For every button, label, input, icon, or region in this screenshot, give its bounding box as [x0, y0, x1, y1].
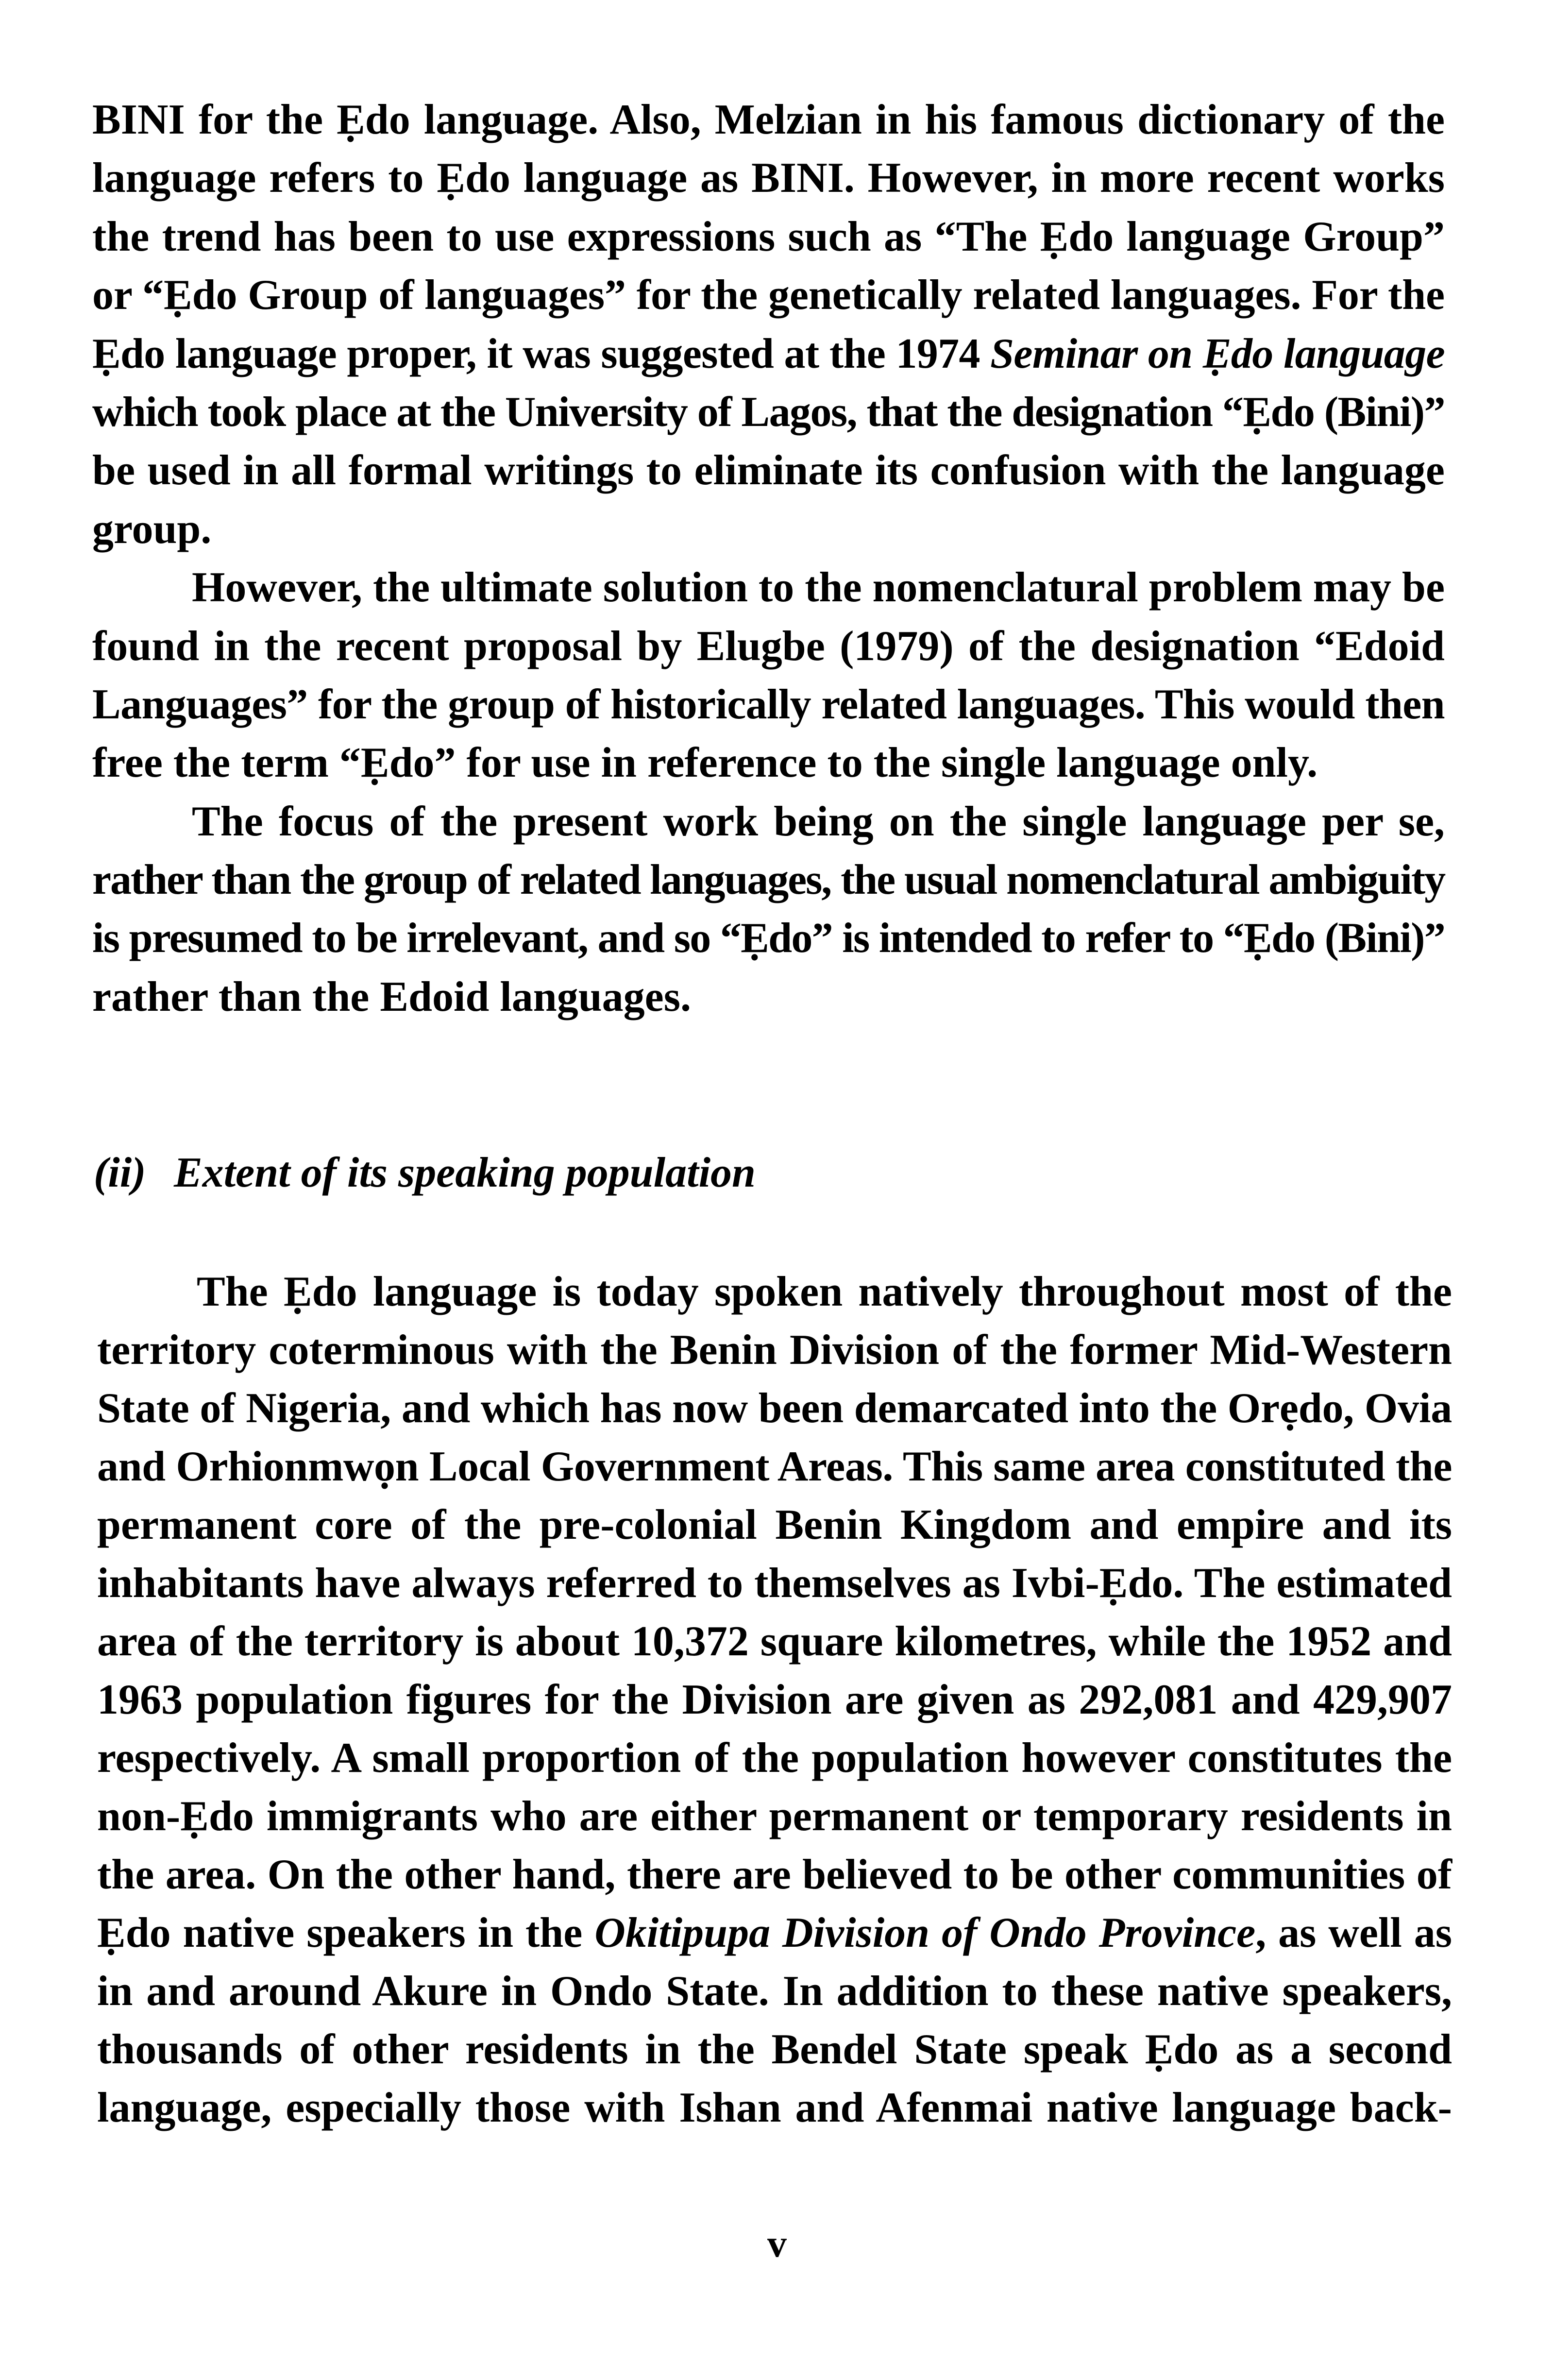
italic-text: Okitipupa Division of Ondo Province: [594, 1909, 1256, 1956]
text-segment: found in the recent proposal by Elugbe (1979) of the designation “Edoid: [92, 622, 1445, 670]
text-segment: language, especially those with Ishan and Afenmai native language back-: [97, 2084, 1452, 2131]
text-line: [97, 1321, 1452, 1379]
text-line: [92, 266, 1445, 324]
text-line: [97, 1962, 1452, 2021]
text-segment: rather than the Edoid languages.: [92, 973, 691, 1020]
text-segment: the trend has been to use expressions such as “The Ẹdo language Group”: [92, 213, 1445, 260]
text-line: [97, 1904, 1452, 1962]
text-line: [92, 909, 1445, 968]
text-segment: , as well as: [1255, 1909, 1453, 1956]
text-segment: and Orhionmwọn Local Government Areas. This same area constituted the: [97, 1443, 1452, 1490]
text-segment: free the term “Ẹdo” for use in reference to the single language only.: [92, 739, 1318, 787]
text-segment: thousands of other residents in the Bendel State speak Ẹdo as a second: [97, 2026, 1452, 2073]
text-line: [92, 851, 1445, 909]
section-heading: [94, 1144, 756, 1202]
text-segment: language refers to Ẹdo language as BINI. However, in more recent works: [92, 154, 1445, 202]
text-segment: permanent core of the pre-colonial Benin Kingdom and empire and its: [97, 1501, 1452, 1548]
text-line: [92, 500, 1445, 559]
text-segment: group.: [92, 505, 212, 553]
italic-text: Seminar on Ẹdo language: [990, 330, 1445, 377]
section-heading-title: Extent of its speaking population: [174, 1149, 756, 1196]
text-line: [92, 383, 1445, 442]
text-segment: area of the territory is about 10,372 square kilometres, while the 1952 and: [97, 1618, 1452, 1665]
text-segment: The focus of the present work being on the single language per se,: [192, 798, 1445, 845]
text-segment: 1963 population figures for the Division are given as 292,081 and 429,907: [97, 1676, 1452, 1723]
text-segment: The Ẹdo language is today spoken natively throughout most of the: [197, 1268, 1452, 1315]
text-line: [92, 325, 1445, 383]
text-line: [97, 1846, 1452, 1904]
text-segment: which took place at the University of Lagos, that the designation “Ẹdo (Bini)”: [92, 388, 1445, 436]
text-line: [97, 2021, 1452, 2079]
text-segment: in and around Akure in Ondo State. In addition to these native speakers,: [97, 1968, 1452, 2015]
text-line: [97, 1438, 1452, 1496]
text-line: [97, 1787, 1452, 1846]
page-number: v: [767, 2223, 787, 2265]
text-segment: the area. On the other hand, there are believed to be other communities of: [97, 1851, 1452, 1898]
text-line: [92, 149, 1445, 207]
text-line: [92, 91, 1445, 149]
section-heading-number: (ii): [94, 1149, 146, 1196]
text-line: [97, 1496, 1452, 1554]
text-line: [92, 442, 1445, 500]
text-line: [92, 208, 1445, 266]
text-line: [92, 734, 1445, 792]
text-segment: respectively. A small proportion of the population however constitutes the: [97, 1734, 1452, 1782]
text-segment: Ẹdo language proper, it was suggested at the 1974: [92, 330, 991, 377]
text-line: [97, 1671, 1452, 1729]
text-segment: inhabitants have always referred to themselves as Ivbi-Ẹdo. The estimated: [97, 1560, 1452, 1607]
text-line: [97, 1379, 1452, 1438]
text-segment: is presumed to be irrelevant, and so “Ẹdo” is intended to refer to “Ẹdo (Bini)”: [92, 915, 1445, 962]
text-segment: rather than the group of related languages, the usual nomenclatural ambiguity: [92, 856, 1445, 904]
text-line: [92, 559, 1445, 617]
text-line: [92, 968, 1445, 1026]
text-segment: territory coterminous with the Benin Division of the former Mid-Western: [97, 1326, 1452, 1374]
text-segment: BINI for the Ẹdo language. Also, Melzian in his famous dictionary of the: [92, 96, 1445, 143]
text-line: [97, 1554, 1452, 1613]
text-line: [97, 1729, 1452, 1787]
text-segment: non-Ẹdo immigrants who are either permanent or temporary residents in: [97, 1793, 1452, 1840]
text-line: [97, 1613, 1452, 1671]
text-line: [92, 793, 1445, 851]
text-line: [92, 617, 1445, 676]
text-line: [97, 2079, 1452, 2137]
section-nomenclature: [92, 91, 1445, 1026]
text-line: [97, 1263, 1452, 1321]
text-segment: or “Ẹdo Group of languages” for the genetically related languages. For the: [92, 272, 1445, 319]
text-segment: However, the ultimate solution to the nomenclatural problem may be: [192, 564, 1445, 612]
section-speaking-population: [97, 1263, 1452, 2137]
text-segment: State of Nigeria, and which has now been demarcated into the Orẹdo, Ovia: [97, 1385, 1452, 1432]
text-segment: Ẹdo native speakers in the: [97, 1909, 595, 1956]
text-segment: be used in all formal writings to eliminate its confusion with the language: [92, 447, 1445, 494]
text-line: [92, 676, 1445, 734]
text-segment: Languages” for the group of historically related languages. This would then: [92, 680, 1445, 728]
